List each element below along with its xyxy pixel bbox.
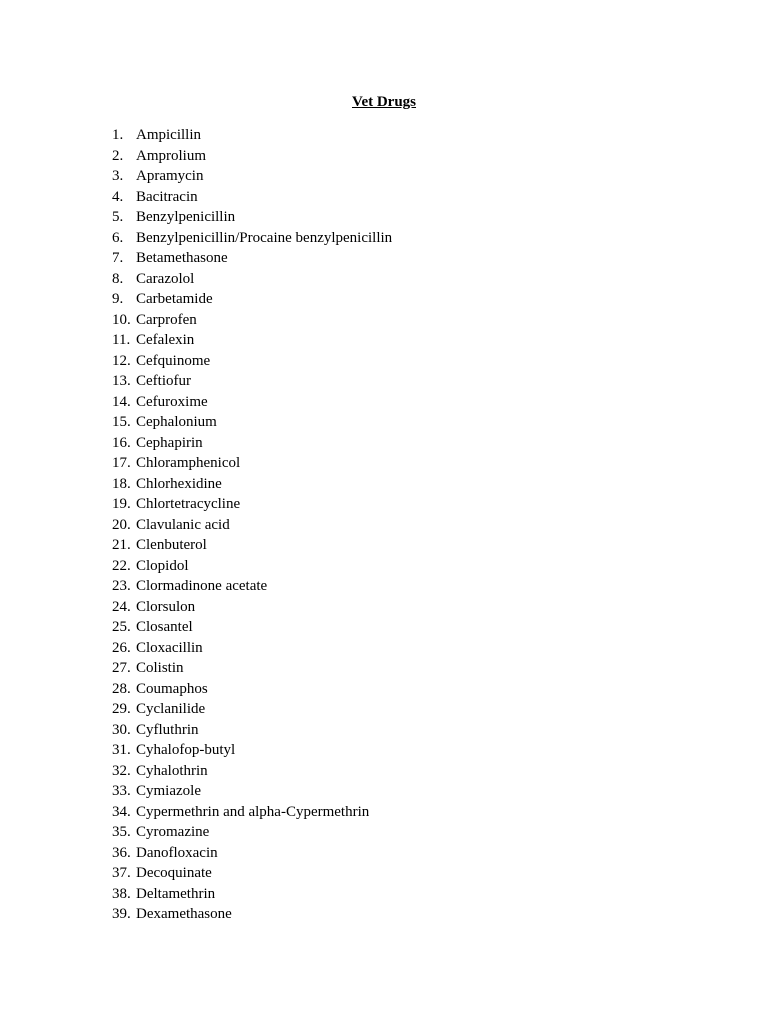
list-item-label: Cyclanilide [136,701,206,717]
list-item [112,330,392,351]
list-item-label: Betamethasone [136,250,228,266]
document-title: Vet Drugs [351,94,417,110]
list-item-number: 36. [112,844,131,861]
list-item [112,187,392,208]
list-item-label: Colistin [136,660,184,676]
list-item-number: 24. [112,598,131,615]
list-item [112,699,392,720]
list-item-label: Cloxacillin [136,639,203,656]
list-item-number: 16. [112,434,131,451]
list-item-label: Cyfluthrin [136,721,199,738]
list-item-label: Carbetamide [136,291,213,307]
list-item-number: 32. [112,762,131,779]
list-item [112,597,392,618]
list-item-label: Cefalexin [136,332,195,348]
list-item-label: Cymiazole [136,783,201,799]
list-item-number: 39. [112,906,131,922]
list-item [112,392,392,413]
list-item [112,740,392,761]
list-item-number: 35. [112,824,131,840]
list-item-label: Chlorhexidine [136,475,222,492]
list-item-label: Clavulanic acid [136,516,230,533]
list-item [112,125,392,146]
list-item-label: Deltamethrin [136,885,216,902]
list-item [112,269,392,290]
list-item-number: 26. [112,639,131,656]
list-item-label: Clormadinone acetate [136,578,268,594]
list-item-number: 20. [112,516,131,533]
list-item-label: Decoquinate [136,865,212,881]
list-item [112,556,392,577]
list-item-number: 6. [112,229,124,246]
list-item-number: 21. [112,537,131,553]
list-item-number: 17. [112,455,131,471]
list-item-label: Benzylpenicillin [136,209,236,225]
list-item-number: 14. [112,393,131,410]
list-item-label: Clorsulon [136,598,196,615]
list-item [112,351,392,372]
list-item-number: 30. [112,721,131,738]
list-item-label: Amprolium [136,147,206,164]
list-item [112,761,392,782]
list-item [112,228,392,249]
list-item-label: Closantel [136,619,193,635]
list-item-label: Cephapirin [136,434,203,451]
drug-list [112,125,392,925]
list-item [112,535,392,556]
list-item [112,433,392,454]
list-item [112,679,392,700]
list-item-number: 11. [112,332,131,348]
list-item-label: Danofloxacin [136,844,218,861]
list-item-number: 19. [112,496,131,512]
list-item [112,474,392,495]
list-item [112,638,392,659]
list-item-number: 2. [112,147,124,164]
list-item [112,248,392,269]
list-item-label: Cefquinome [136,352,211,369]
list-item-label: Bacitracin [136,188,198,205]
list-item-number: 3. [112,168,124,184]
list-item [112,207,392,228]
list-item-number: 7. [112,250,124,266]
list-item-number: 34. [112,803,131,820]
list-item [112,863,392,884]
list-item [112,371,392,392]
list-item-label: Coumaphos [136,680,208,697]
list-item-number: 38. [112,885,131,902]
list-item-number: 1. [112,127,124,143]
list-item-number: 29. [112,701,131,717]
list-item-label: Carazolol [136,270,195,287]
list-item-number: 25. [112,619,131,635]
list-item [112,289,392,310]
list-item-label: Ceftiofur [136,373,191,389]
list-item-label: Cyhalothrin [136,762,208,779]
list-item-number: 37. [112,865,131,881]
list-item-number: 27. [112,660,131,676]
list-item-label: Benzylpenicillin/Procaine benzylpenicillin [136,229,393,246]
list-item-number: 15. [112,414,131,430]
list-item [112,884,392,905]
list-item [112,310,392,331]
list-item-label: Chlortetracycline [136,496,241,512]
list-item [112,453,392,474]
list-item [112,843,392,864]
list-item-label: Cyhalofop-butyl [136,742,236,758]
list-item [112,904,392,925]
list-item [112,494,392,515]
list-item [112,720,392,741]
list-item-number: 4. [112,188,124,205]
list-item [112,617,392,638]
list-item [112,412,392,433]
list-item-number: 33. [112,783,131,799]
list-item-label: Ampicillin [136,127,201,143]
list-item [112,515,392,536]
list-item-number: 5. [112,209,124,225]
list-item-label: Dexamethasone [136,906,232,922]
list-item-label: Apramycin [136,168,204,184]
list-item-label: Chloramphenicol [136,455,241,471]
list-item-number: 8. [112,270,124,287]
list-item-number: 31. [112,742,131,758]
list-item-number: 23. [112,578,131,594]
list-item [112,802,392,823]
list-item-label: Cephalonium [136,414,217,430]
list-item-label: Carprofen [136,311,197,328]
list-item [112,576,392,597]
list-item-number: 13. [112,373,131,389]
list-item-label: Clenbuterol [136,537,207,553]
list-item-number: 12. [112,352,131,369]
list-item-number: 10. [112,311,131,328]
list-item-number: 9. [112,291,124,307]
list-item [112,781,392,802]
list-item-label: Clopidol [136,557,189,574]
list-item-label: Cypermethrin and alpha-Cypermethrin [136,803,370,820]
list-item [112,822,392,843]
list-item-number: 28. [112,680,131,697]
list-item-label: Cyromazine [136,824,210,840]
list-item [112,658,392,679]
list-item [112,166,392,187]
list-item-number: 18. [112,475,131,492]
list-item [112,146,392,167]
list-item-label: Cefuroxime [136,393,208,410]
list-item-number: 22. [112,557,131,574]
